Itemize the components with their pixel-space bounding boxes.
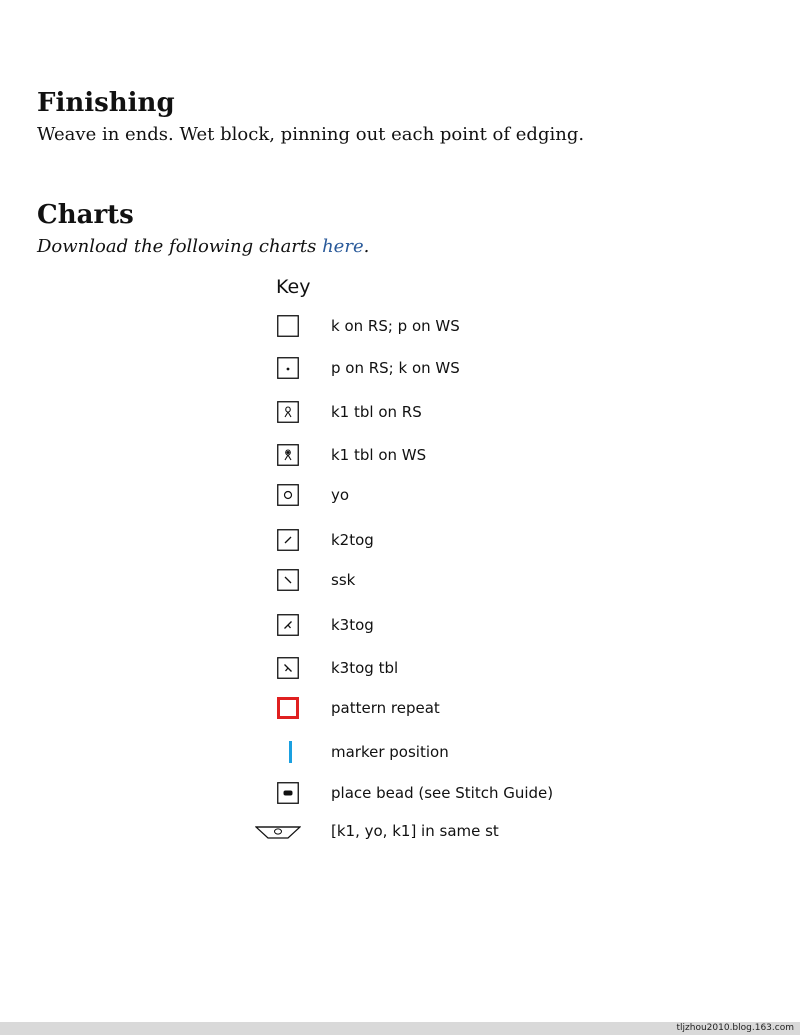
blue-bar-icon: [277, 741, 299, 763]
key-row: [0, 315, 800, 345]
key-label: k on RS; p on WS: [331, 317, 460, 335]
key-label: pattern repeat: [331, 699, 440, 717]
twisted-stitch-ws-icon: [277, 444, 299, 466]
charts-download-line: [37, 236, 369, 257]
twisted-stitch-rs-icon: [277, 401, 299, 423]
watermark-text: tljzhou2010.blog.163.com: [676, 1023, 794, 1033]
key-row: [0, 657, 800, 687]
k3tog-square-icon: [277, 614, 299, 636]
key-row: [0, 782, 800, 812]
key-row: [0, 401, 800, 431]
finishing-text: Weave in ends. Wet block, pinning out each point of edging.: [37, 124, 585, 145]
download-link[interactable]: here: [322, 236, 364, 257]
key-label: k1 tbl on WS: [331, 446, 427, 464]
key-row: [0, 820, 800, 850]
key-label: ssk: [331, 571, 356, 589]
key-label: place bead (see Stitch Guide): [331, 784, 554, 802]
key-label: yo: [331, 486, 350, 504]
key-label: k3tog: [331, 616, 374, 634]
key-row: [0, 529, 800, 559]
left-slant-square-icon: [277, 569, 299, 591]
key-label: [k1, yo, k1] in same st: [331, 822, 499, 840]
circle-square-icon: [277, 484, 299, 506]
key-row: [0, 614, 800, 644]
download-prefix: Download the following charts: [37, 236, 323, 257]
key-row: [0, 444, 800, 474]
key-row: [0, 484, 800, 514]
key-row: [0, 357, 800, 387]
download-suffix: .: [363, 236, 370, 257]
increase-wedge-icon: [255, 822, 301, 842]
key-row: [0, 569, 800, 599]
key-row: [0, 697, 800, 727]
footer-bar: [0, 1022, 800, 1035]
k3tog-tbl-square-icon: [277, 657, 299, 679]
right-slant-square-icon: [277, 529, 299, 551]
finishing-heading: Finishing: [37, 88, 175, 118]
bead-square-icon: [277, 782, 299, 804]
key-row: [0, 741, 800, 771]
dot-square-icon: [277, 357, 299, 379]
charts-heading: Charts: [37, 200, 134, 230]
key-label: k1 tbl on RS: [331, 403, 422, 421]
key-label: p on RS; k on WS: [331, 359, 460, 377]
key-label: marker position: [331, 743, 449, 761]
red-square-icon: [277, 697, 299, 719]
blank-square-icon: [277, 315, 299, 337]
key-label: k2tog: [331, 531, 374, 549]
key-label: k3tog tbl: [331, 659, 399, 677]
key-title: Key: [276, 276, 311, 298]
